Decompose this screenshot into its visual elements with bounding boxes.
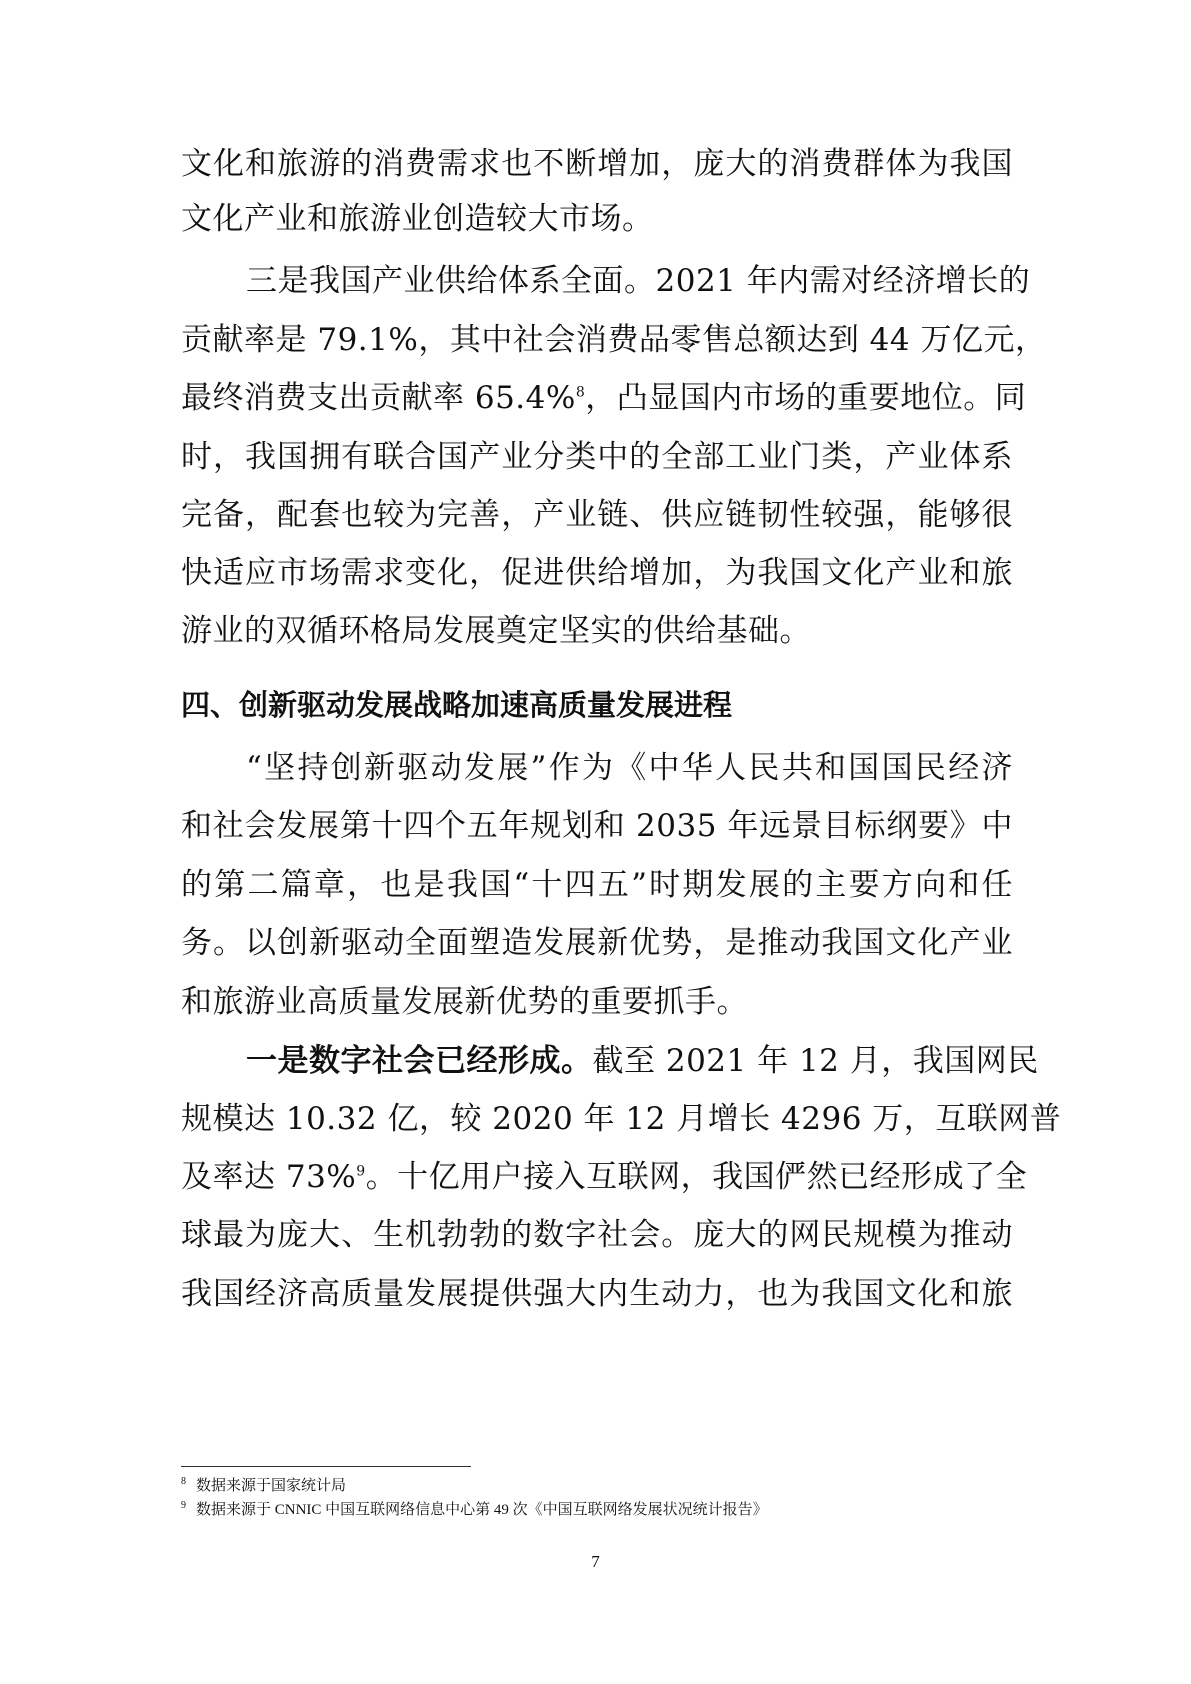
paragraph-line: 三是我国产业供给体系全面。2021 年内需对经济增长的 <box>246 263 1031 299</box>
footnote-text: 数据来源于 CNNIC 中国互联网络信息中心第 49 次《中国互联网络发展状况统计报告》 <box>196 1502 768 1518</box>
paragraph-line: 的第二篇章，也是我国“十四五”时期发展的主要方向和任 <box>181 867 1013 903</box>
paragraph-line: 球最为庞大、生机勃勃的数字社会。庞大的网民规模为推动 <box>181 1217 1013 1253</box>
paragraph-line: 快适应市场需求变化，促进供给增加，为我国文化产业和旅 <box>181 555 1013 591</box>
paragraph-line <box>246 1041 1039 1081</box>
paragraph-line: 文化和旅游的消费需求也不断增加，庞大的消费群体为我国 <box>181 146 1013 182</box>
paragraph-line: 和旅游业高质量发展新优势的重要抓手。 <box>181 984 748 1020</box>
footnote-8 <box>181 1476 346 1496</box>
footnote-text: 数据来源于国家统计局 <box>196 1478 347 1494</box>
line-text: 。十亿用户接入互联网，我国俨然已经形成了全 <box>365 1159 1028 1195</box>
line-text: 截至 2021 年 12 月，我国网民 <box>592 1043 1039 1079</box>
paragraph-line: 文化产业和旅游业创造较大市场。 <box>181 201 654 237</box>
paragraph-line: 时，我国拥有联合国产业分类中的全部工业门类，产业体系 <box>181 439 1013 475</box>
footnote-ref-8[interactable]: 8 <box>575 384 586 401</box>
paragraph-line: 贡献率是 79.1%，其中社会消费品零售总额达到 44 万亿元， <box>181 322 1047 358</box>
paragraph-line: 和社会发展第十四个五年规划和 2035 年远景目标纲要》中 <box>181 808 1013 844</box>
bold-lead-text: 一是数字社会已经形成。 <box>246 1043 593 1079</box>
footnote-divider <box>181 1466 471 1467</box>
paragraph-line: 务。以创新驱动全面塑造发展新优势，是推动我国文化产业 <box>181 925 1013 961</box>
section-heading: 四、创新驱动发展战略加速高质量发展进程 <box>181 688 733 722</box>
paragraph-line: 规模达 10.32 亿，较 2020 年 12 月增长 4296 万，互联网普 <box>181 1101 1062 1137</box>
paragraph-line: 完备，配套也较为完善，产业链、供应链韧性较强，能够很 <box>181 497 1013 533</box>
paragraph-line: 游业的双循环格局发展奠定坚实的供给基础。 <box>181 613 811 649</box>
footnote-9 <box>181 1500 768 1520</box>
footnote-mark: 9 <box>181 1500 186 1511</box>
paragraph-line: “坚持创新驱动发展”作为《中华人民共和国国民经济 <box>246 750 1013 786</box>
line-text: ，凸显国内市场的重要地位。同 <box>585 380 1027 416</box>
footnote-ref-9[interactable]: 9 <box>356 1163 366 1180</box>
paragraph-line <box>181 378 1027 418</box>
paragraph-line <box>181 1157 1028 1197</box>
line-text: 及率达 73% <box>181 1159 357 1195</box>
footnote-mark: 8 <box>181 1476 186 1487</box>
page-number: 7 <box>591 1552 600 1571</box>
paragraph-line: 我国经济高质量发展提供强大内生动力，也为我国文化和旅 <box>181 1276 1013 1312</box>
line-text: 最终消费支出贡献率 65.4% <box>181 380 576 416</box>
